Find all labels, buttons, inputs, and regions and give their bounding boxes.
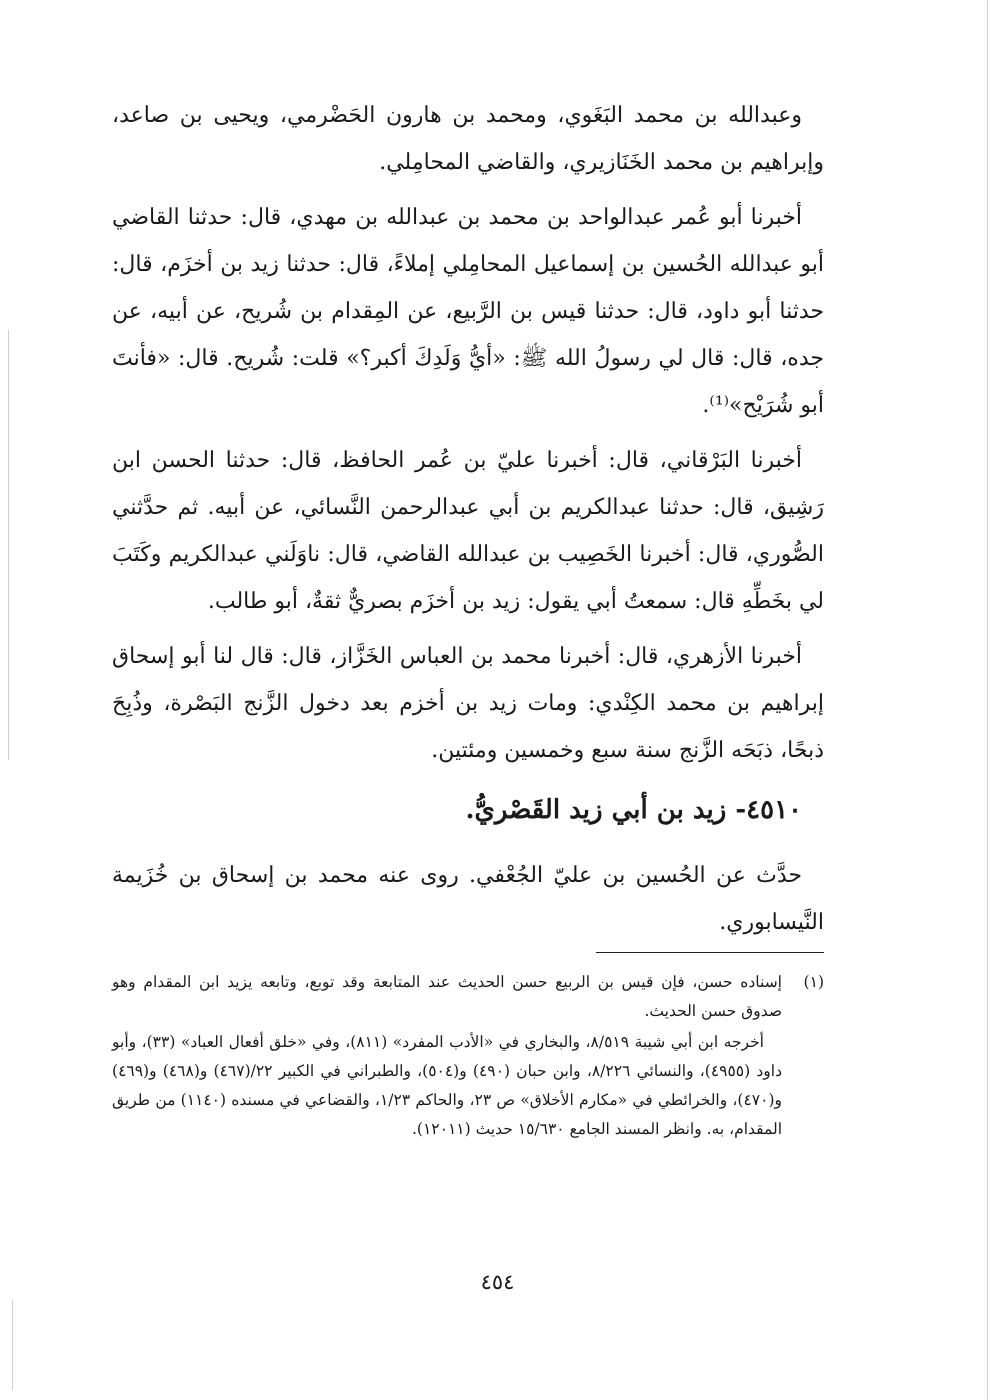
footnote-number: (١) (803, 973, 824, 991)
footnote-item (112, 968, 824, 1144)
footnote-text: أخرجه ابن أبي شيبة ٨/٥١٩، والبخاري في «الأدب المفرد» (٨١١)، وفي «خلق أفعال العباد» (٣٣)، وأبو داود (٤٩٥٥)، والنسائي ٨/٢٢٦، وابن حبان (٤٩٠) و(٥٠٤)، والطبراني في الكبير ٢٢/(٤٦٧) و(٤٦٨) و(٤٦٩) و(٤٧٠)، والخرائطي في «مكارم الأخلاق» ص ٢٣، والحاكم ١/٢٣، والقضاعي في مسنده (١١٤٠) من طريق المقدام، به. وانظر المسند الجامع ١٥/٦٣٠ حديث (١٢٠١١). (112, 1033, 782, 1138)
paragraph: وعبدالله بن محمد البَغَوي، ومحمد بن هارون الحَضْرمي، ويحيى بن صاعد، وإبراهيم بن محمد الخَنَازيري، والقاضي المحامِلي. (112, 103, 824, 175)
footnote-body (112, 968, 782, 1144)
footnotes (112, 968, 824, 1144)
entry-heading: ٤٥١٠- زيد بن أبي زيد القَصْريُّ. (465, 795, 802, 825)
scan-edge-line (987, 0, 988, 1400)
paragraph: أخبرنا الأزهري، قال: أخبرنا محمد بن العباس الخَزَّاز، قال: قال لنا أبو إسحاق إبراهيم بن محمد الكِنْدي: ومات زيد بن أخزم بعد دخول الزَّنج البَصْرة، وذُبِحَ ذبحًا، ذبَحَه الزَّنج سنة سبع وخمسين ومئتين. (112, 644, 824, 763)
scan-edge-line (12, 1300, 13, 1390)
entry-text: حدَّث عن الحُسين بن عليّ الجُعْفي. روى عنه محمد بن إسحاق بن خُزَيمة النَّيسابوري. (112, 863, 824, 935)
scan-edge-line (8, 330, 9, 760)
paragraph: أخبرنا البَرْقاني، قال: أخبرنا عليّ بن عُمر الحافظ، قال: حدثنا الحسن ابن رَشِيق، قال: حدثنا عبدالكريم بن أبي عبدالرحمن النَّسائي، عن أبيه. ثم حدَّثني الصُّوري، قال: أخبرنا الخَصِيب بن عبدالله القاضي، قال: ناوَلَني عبدالكريم وكَتَبَ لي بخَطِّهِ قال: سمعتُ أبي يقول: زيد بن أخزَم بصريٌّ ثقةٌ، أبو طالب. (112, 448, 824, 614)
main-text (112, 92, 824, 946)
paragraph: أخبرنا أبو عُمر عبدالواحد بن محمد بن عبدالله بن مهدي، قال: حدثنا القاضي أبو عبدالله الحُسين بن إسماعيل المحامِلي إملاءً، قال: حدثنا زيد بن أخزَم، قال: حدثنا أبو داود، قال: حدثنا قيس بن الرَّبيع، عن المِقدام بن شُريح، عن أبيه، عن جده، قال: قال لي رسولُ الله ﷺ: «أيُّ وَلَدِكَ أكبر؟» قلت: شُريح. قال: «فأنتَ أبو شُرَيْح»⁽¹⁾. (112, 205, 824, 418)
page-number: ٤٥٤ (480, 1270, 515, 1294)
footnote-divider (596, 952, 824, 953)
footnote-text: إسناده حسن، فإن قيس بن الربيع حسن الحديث عند المتابعة وقد توبع، وتابعه يزيد ابن المقدام وهو صدوق حسن الحديث. (112, 973, 782, 1020)
